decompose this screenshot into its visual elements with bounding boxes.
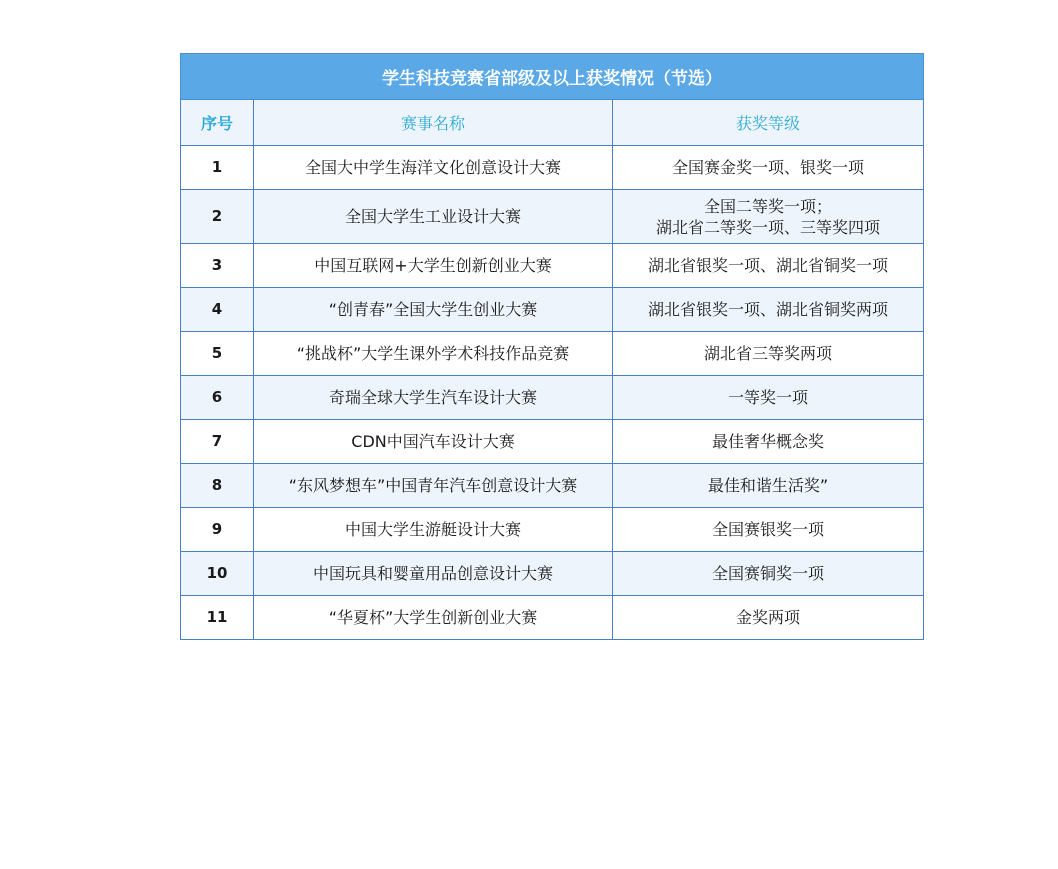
table-row xyxy=(181,552,924,596)
row-index: 9 xyxy=(181,508,254,552)
row-award-level xyxy=(613,420,924,464)
award-line: 全国二等奖一项； xyxy=(704,196,833,216)
row-index: 2 xyxy=(181,190,254,244)
row-competition-name: “挑战杯”大学生课外学术科技作品竞赛 xyxy=(254,332,613,376)
table-row xyxy=(181,420,924,464)
row-competition-name: “东风梦想车”中国青年汽车创意设计大赛 xyxy=(254,464,613,508)
table-row xyxy=(181,146,924,190)
header-index: 序号 xyxy=(181,100,254,146)
row-competition-name: “华夏杯”大学生创新创业大赛 xyxy=(254,596,613,640)
row-competition-name: 中国互联网+大学生创新创业大赛 xyxy=(254,244,613,288)
row-index: 10 xyxy=(181,552,254,596)
table-row xyxy=(181,464,924,508)
award-line: 最佳奢华概念奖 xyxy=(712,432,825,451)
header-award-level: 获奖等级 xyxy=(613,100,924,146)
row-index: 11 xyxy=(181,596,254,640)
award-line: 全国赛银奖一项 xyxy=(712,520,825,539)
row-award-level xyxy=(613,552,924,596)
table-row xyxy=(181,244,924,288)
table-row xyxy=(181,376,924,420)
table-row xyxy=(181,288,924,332)
award-line: 金奖两项 xyxy=(736,608,801,627)
award-line: 湖北省三等奖两项 xyxy=(704,344,833,363)
award-line: 全国赛铜奖一项 xyxy=(712,564,825,583)
award-line: 一等奖一项 xyxy=(728,388,809,407)
title-row xyxy=(181,54,924,100)
row-award-level xyxy=(613,190,924,244)
row-competition-name: CDN中国汽车设计大赛 xyxy=(254,420,613,464)
row-award-level xyxy=(613,596,924,640)
awards-table-container xyxy=(180,53,923,640)
header-row xyxy=(181,100,924,146)
row-award-level xyxy=(613,288,924,332)
row-award-level xyxy=(613,244,924,288)
table-row xyxy=(181,332,924,376)
row-award-level xyxy=(613,464,924,508)
row-index: 6 xyxy=(181,376,254,420)
row-award-level xyxy=(613,332,924,376)
award-line: 湖北省银奖一项、湖北省铜奖两项 xyxy=(648,300,889,319)
award-line: 湖北省银奖一项、湖北省铜奖一项 xyxy=(648,256,889,275)
row-competition-name: 中国大学生游艇设计大赛 xyxy=(254,508,613,552)
awards-table xyxy=(180,53,924,640)
table-row xyxy=(181,596,924,640)
row-index: 3 xyxy=(181,244,254,288)
table-row xyxy=(181,190,924,244)
row-award-level xyxy=(613,376,924,420)
table-title: 学生科技竞赛省部级及以上获奖情况（节选） xyxy=(181,54,924,100)
row-competition-name: 奇瑞全球大学生汽车设计大赛 xyxy=(254,376,613,420)
row-competition-name: “创青春”全国大学生创业大赛 xyxy=(254,288,613,332)
row-index: 7 xyxy=(181,420,254,464)
row-index: 5 xyxy=(181,332,254,376)
table-row xyxy=(181,508,924,552)
row-competition-name: 全国大学生工业设计大赛 xyxy=(254,190,613,244)
row-index: 8 xyxy=(181,464,254,508)
row-competition-name: 中国玩具和婴童用品创意设计大赛 xyxy=(254,552,613,596)
row-award-level xyxy=(613,146,924,190)
award-line: 最佳和谐生活奖” xyxy=(707,476,829,495)
award-line: 全国赛金奖一项、银奖一项 xyxy=(672,158,865,177)
row-competition-name: 全国大中学生海洋文化创意设计大赛 xyxy=(254,146,613,190)
row-index: 1 xyxy=(181,146,254,190)
award-line: 湖北省二等奖一项、三等奖四项 xyxy=(656,217,881,237)
row-index: 4 xyxy=(181,288,254,332)
header-competition-name: 赛事名称 xyxy=(254,100,613,146)
row-award-level xyxy=(613,508,924,552)
table-body xyxy=(181,146,924,640)
